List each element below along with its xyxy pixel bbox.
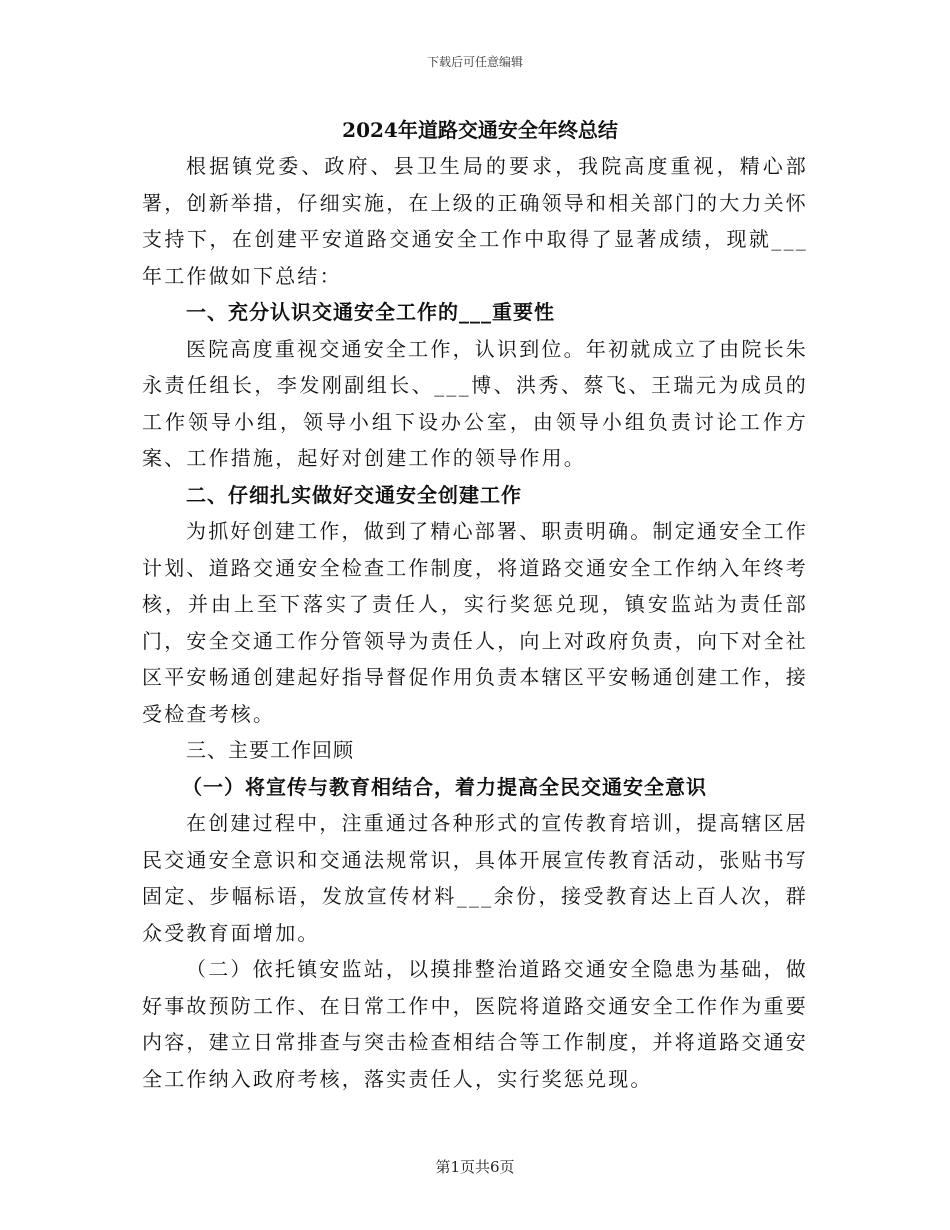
subsection-1-heading: （一）将宣传与教育相结合，着力提高全民交通安全意识 [182, 774, 707, 799]
subsection-2-paragraph: （二）依托镇安监站，以摸排整治道路交通安全隐患为基础，做好事故预防工作、在日常工作中，医院将道路交通安全工作作为重要内容，建立日常排查与突击检查相结合等工作制度，并将道路交通安全工作纳入政府考核，落实责任人，实行奖惩兑现。 [142, 957, 808, 1091]
section-2-heading: 二、仔细扎实做好交通安全创建工作 [186, 482, 522, 507]
subsection-1-paragraph: 在创建过程中，注重通过各种形式的宣传教育培训，提高辖区居民交通安全意识和交通法规常识，具体开展宣传教育活动，张贴书写固定、步幅标语，发放宣传材料___余份，接受教育达上百人次，群众受教育面增加。 [142, 811, 808, 945]
document-title: 2024年道路交通安全年终总结 [342, 118, 618, 142]
section-2-paragraph: 为抓好创建工作，做到了精心部署、职责明确。制定通安全工作计划、道路交通安全检查工作制度，将道路交通安全工作纳入年终考核，并由上至下落实了责任人，实行奖惩兑现，镇安监站为责任部门，安全交通工作分管领导为责任人，向上对政府负责，向下对全社区平安畅通创建起好指导督促作用负责本辖区平安畅通创建工作，接受检查考核。 [142, 519, 808, 726]
document-body [142, 112, 808, 1097]
header-note: 下载后可任意编辑 [426, 55, 523, 69]
section-3-heading: 三、主要工作回顾 [186, 738, 354, 762]
section-1-paragraph: 医院高度重视交通安全工作，认识到位。年初就成立了由院长朱永责任组长，李发刚副组长、___博、洪秀、蔡飞、王瑞元为成员的工作领导小组，领导小组下设办公室，由领导小组负责讨论工作方案、工作措施，起好对创建工作的领导作用。 [142, 336, 808, 470]
intro-paragraph: 根据镇党委、政府、县卫生局的要求，我院高度重视，精心部署，创新举措，仔细实施，在上级的正确领导和相关部门的大力关怀支持下，在创建平安道路交通安全工作中取得了显著成绩，现就___年工作做如下总结： [142, 154, 808, 288]
page-footer: 第1页共6页 [435, 1158, 515, 1176]
section-1-heading: 一、充分认识交通安全工作的___重要性 [186, 300, 555, 324]
